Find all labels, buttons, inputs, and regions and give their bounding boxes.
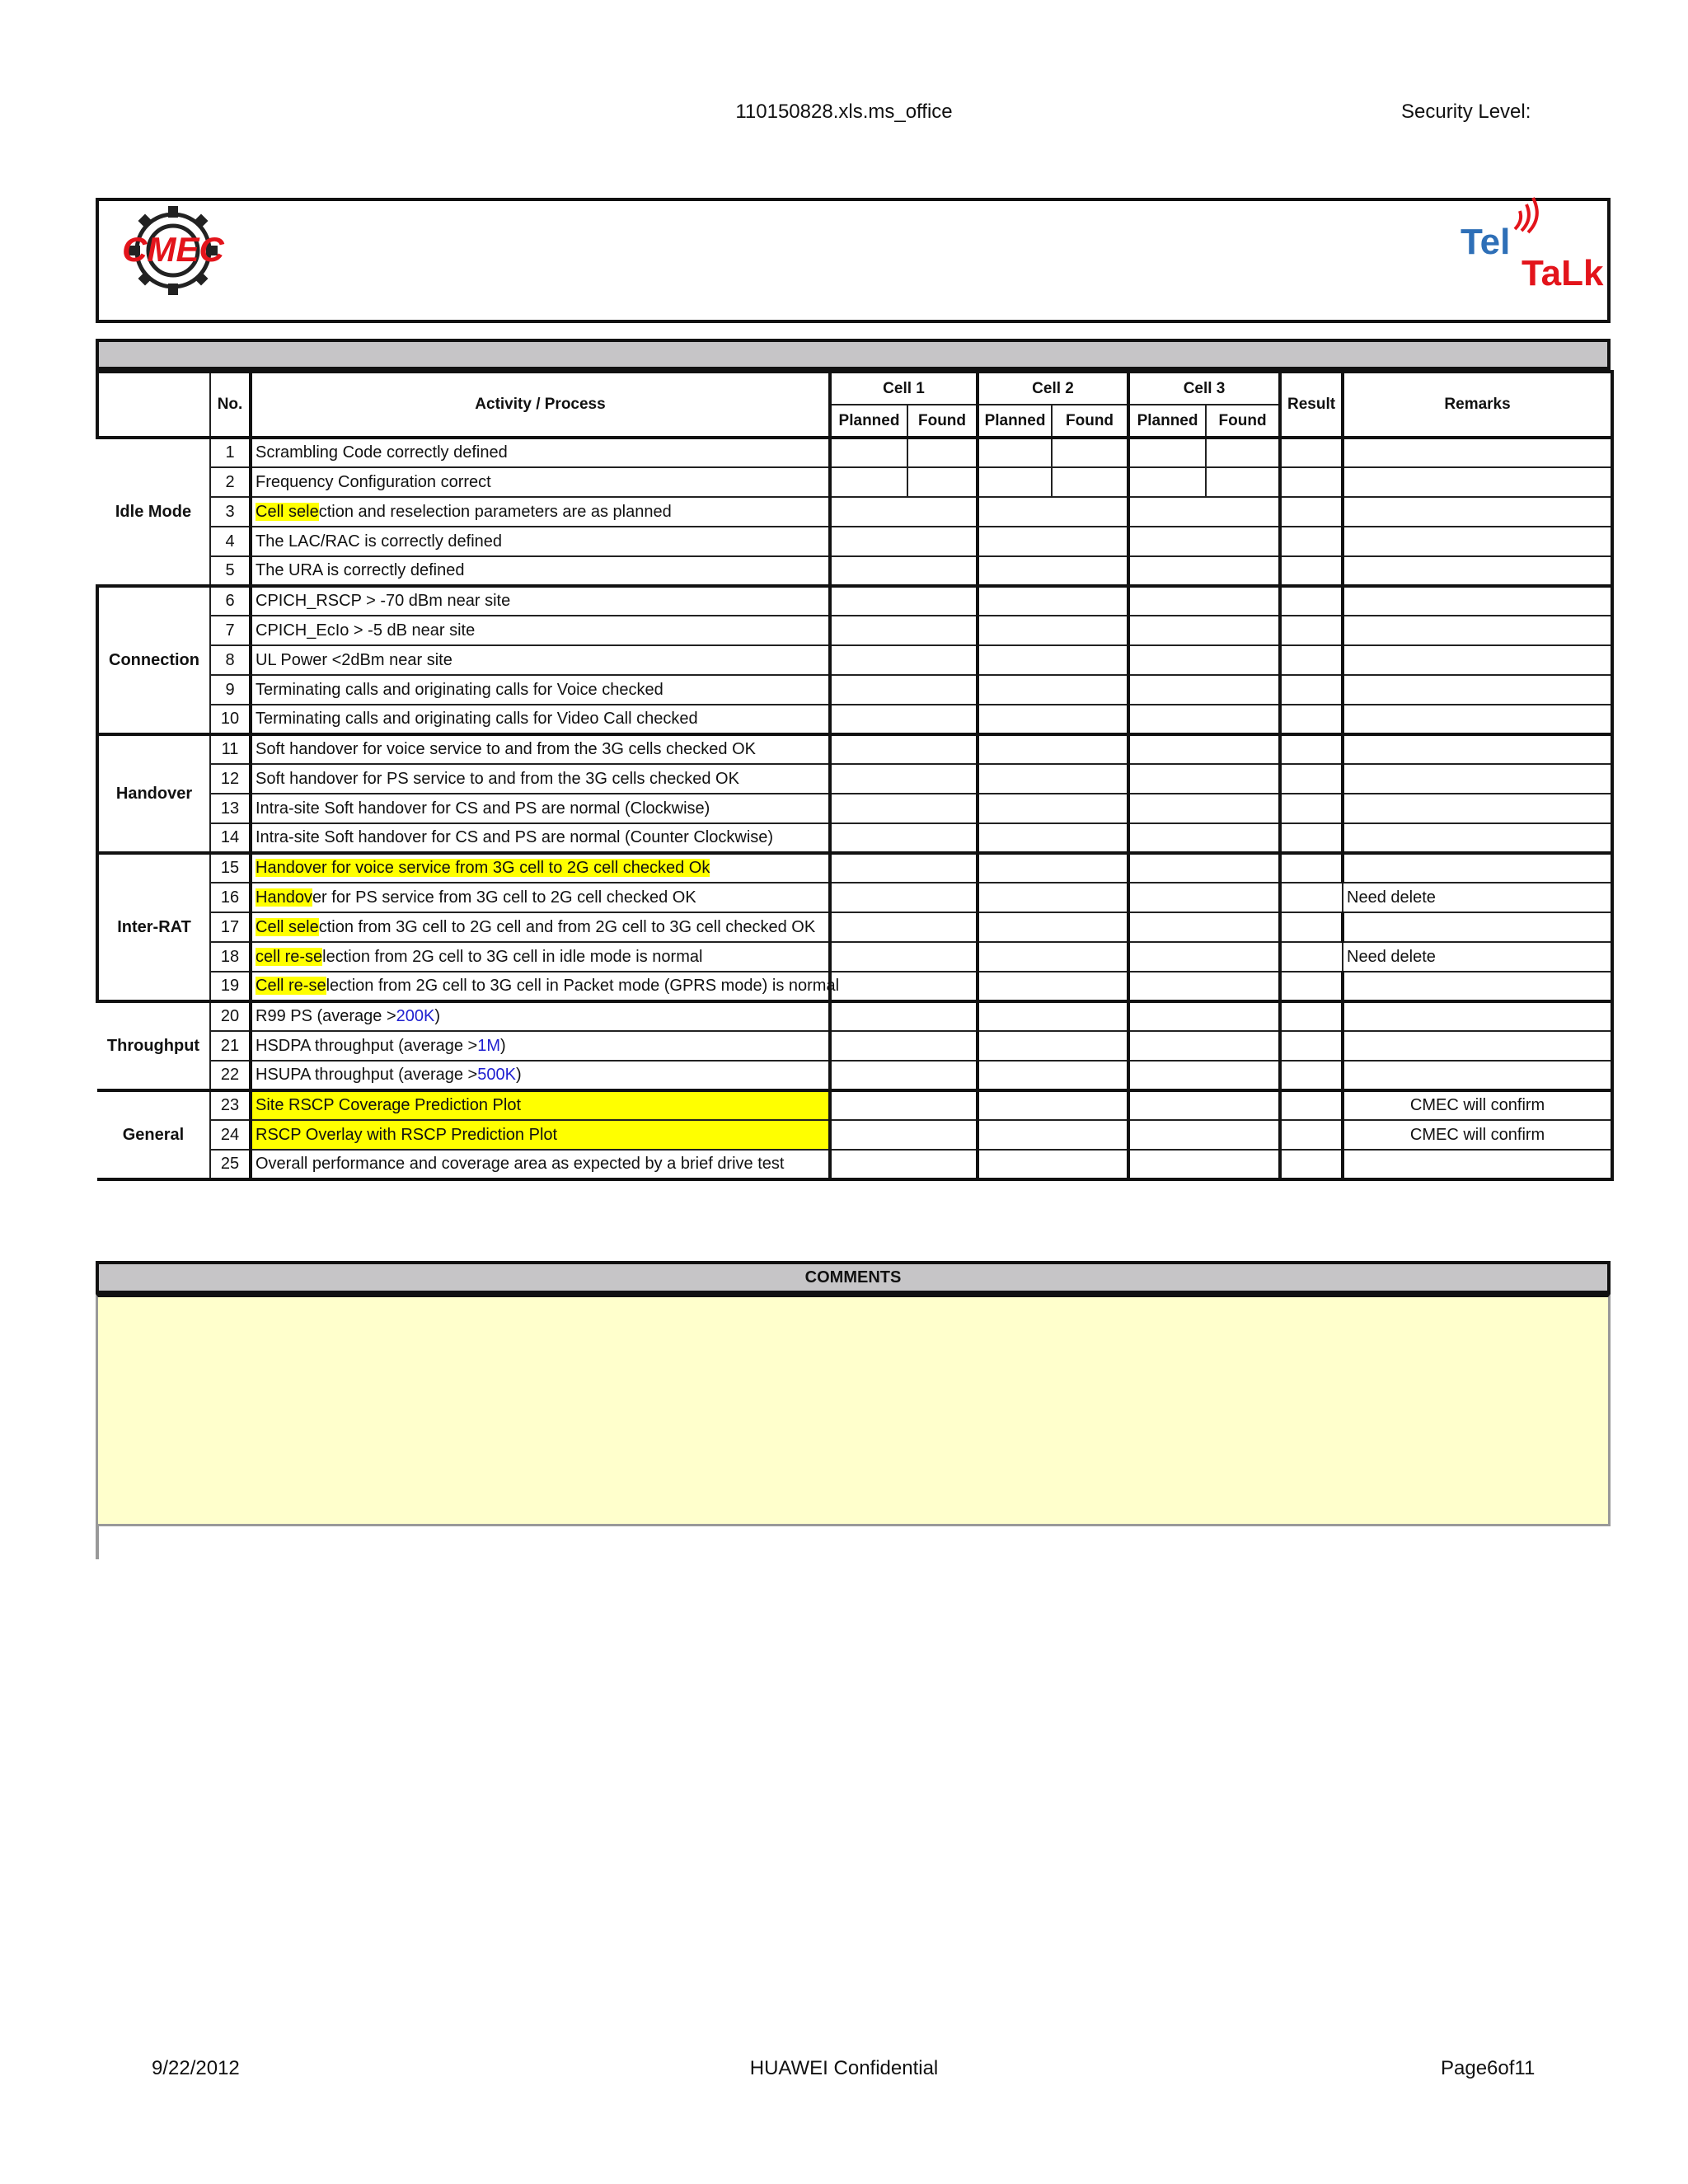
- result-cell[interactable]: [1280, 823, 1343, 853]
- activity-cell: [251, 1061, 830, 1090]
- row-number: 3: [210, 497, 251, 527]
- cell2-value[interactable]: [978, 912, 1128, 942]
- result-cell[interactable]: [1280, 616, 1343, 645]
- cell2-value[interactable]: [978, 794, 1128, 823]
- activity-cell: [251, 823, 830, 853]
- activity-cell: [251, 764, 830, 794]
- comments-divider: [96, 1526, 99, 1559]
- remarks-cell[interactable]: [1343, 1061, 1612, 1090]
- activity-value: 200K: [396, 1007, 435, 1025]
- activity-text: lection from 2G cell to 3G cell in Packet mode (GPRS mode) is normal: [326, 977, 840, 995]
- row-number: 20: [210, 1001, 251, 1031]
- group-header: [97, 372, 210, 438]
- tel-text: Tel: [1461, 222, 1511, 262]
- security-level-label: Security Level:: [1401, 101, 1531, 123]
- cell3-value[interactable]: [1128, 645, 1280, 675]
- table-row: [97, 467, 1612, 497]
- group-label: Idle Mode: [97, 438, 210, 586]
- footer-date: 9/22/2012: [152, 2057, 240, 2079]
- checklist-table: [96, 370, 1614, 1181]
- cell2-value[interactable]: [978, 1150, 1128, 1179]
- result-cell[interactable]: [1280, 438, 1343, 467]
- row-number: 1: [210, 438, 251, 467]
- activity-text: ction from 3G cell to 2G cell and from 2G cell to 3G cell checked OK: [318, 917, 816, 936]
- activity-highlight: cell re-se: [256, 947, 323, 966]
- activity-text: HSDPA throughput (average >: [256, 1036, 478, 1055]
- cell3-value[interactable]: [1128, 912, 1280, 942]
- result-cell[interactable]: [1280, 1031, 1343, 1061]
- col-cell3-planned: Planned: [1128, 405, 1206, 438]
- remarks-cell[interactable]: [1343, 912, 1612, 942]
- remarks-cell[interactable]: [1343, 497, 1612, 527]
- remarks-cell[interactable]: [1343, 734, 1612, 764]
- remarks-cell[interactable]: [1343, 1120, 1612, 1150]
- row-number: 9: [210, 675, 251, 705]
- row-number: 18: [210, 942, 251, 972]
- activity-highlight: Cell sele: [256, 917, 319, 936]
- cell1-value[interactable]: [830, 883, 978, 912]
- activity-text: Soft handover for PS service to and from the 3G cells checked OK: [256, 769, 739, 788]
- activity-text: The LAC/RAC is correctly defined: [256, 532, 503, 551]
- cell1-value[interactable]: [830, 942, 978, 972]
- table-row: [97, 853, 1612, 883]
- title-band: [96, 339, 1611, 370]
- table-row: [97, 1061, 1612, 1090]
- cmec-logo-text: CMEC: [122, 230, 224, 269]
- cell3-value[interactable]: [1128, 1031, 1280, 1061]
- remarks-cell[interactable]: [1343, 972, 1612, 1001]
- activity-cell: [251, 853, 830, 883]
- remarks-cell[interactable]: [1343, 883, 1612, 912]
- row-number: 8: [210, 645, 251, 675]
- row-number: 25: [210, 1150, 251, 1179]
- cell3-planned-value[interactable]: [1128, 438, 1206, 467]
- activity-cell: [251, 438, 830, 467]
- remarks-cell[interactable]: [1343, 1001, 1612, 1031]
- col-result: Result: [1280, 372, 1343, 438]
- result-cell[interactable]: [1280, 883, 1343, 912]
- file-name: 110150828.xls.ms_office: [735, 101, 953, 123]
- remark-text: Need delete: [1347, 888, 1436, 907]
- cell2-value[interactable]: [978, 586, 1128, 616]
- activity-cell: [251, 497, 830, 527]
- row-number: 4: [210, 527, 251, 556]
- remarks-cell[interactable]: [1343, 586, 1612, 616]
- comments-header: COMMENTS: [96, 1261, 1611, 1294]
- cell1-value[interactable]: [830, 1150, 978, 1179]
- activity-cell: [251, 942, 830, 972]
- activity-highlight: Cell re-se: [256, 977, 326, 995]
- remarks-cell[interactable]: [1343, 1090, 1612, 1120]
- cell1-value[interactable]: [830, 586, 978, 616]
- table-body: [97, 438, 1612, 1179]
- table-row: [97, 616, 1612, 645]
- activity-cell: [251, 705, 830, 734]
- cell3-value[interactable]: [1128, 972, 1280, 1001]
- activity-text: Terminating calls and originating calls for Video Call checked: [256, 710, 698, 728]
- cell2-value[interactable]: [978, 616, 1128, 645]
- table-row: [97, 823, 1612, 853]
- activity-cell: [251, 972, 840, 1001]
- remarks-cell[interactable]: [1343, 1031, 1612, 1061]
- remarks-cell[interactable]: [1343, 853, 1612, 883]
- result-cell[interactable]: [1280, 556, 1343, 586]
- cell3-value[interactable]: [1128, 883, 1280, 912]
- table-row: [97, 438, 1612, 467]
- cell3-value[interactable]: [1128, 1150, 1280, 1179]
- group-label: Handover: [97, 734, 210, 853]
- remarks-cell[interactable]: [1343, 616, 1612, 645]
- col-cell3-found: Found: [1206, 405, 1280, 438]
- cell2-value[interactable]: [978, 972, 1128, 1001]
- activity-highlight: Handover for voice service from 3G cell to 2G cell checked Ok: [256, 859, 710, 877]
- remarks-cell[interactable]: [1343, 527, 1612, 556]
- remarks-cell[interactable]: [1343, 823, 1612, 853]
- cell2-value[interactable]: [978, 853, 1128, 883]
- activity-value: 500K: [477, 1066, 516, 1084]
- table-row: [97, 645, 1612, 675]
- activity-cell: [251, 794, 830, 823]
- cell3-planned-value[interactable]: [1128, 467, 1206, 497]
- col-cell1: Cell 1: [830, 372, 978, 405]
- col-cell2-planned: Planned: [978, 405, 1052, 438]
- cell2-found-value[interactable]: [1052, 467, 1128, 497]
- cell1-value[interactable]: [830, 734, 978, 764]
- row-number: 11: [210, 734, 251, 764]
- row-number: 23: [210, 1090, 251, 1120]
- activity-text: UL Power <2dBm near site: [256, 650, 452, 669]
- result-cell[interactable]: [1280, 972, 1343, 1001]
- table-row: [97, 1031, 1612, 1061]
- col-cell3: Cell 3: [1128, 372, 1280, 405]
- activity-cell: [251, 1150, 830, 1179]
- result-cell[interactable]: [1280, 675, 1343, 705]
- remarks-cell[interactable]: [1343, 705, 1612, 734]
- table-row: [97, 497, 1612, 527]
- table-row: [97, 734, 1612, 764]
- cell3-value[interactable]: [1128, 497, 1280, 527]
- result-cell[interactable]: [1280, 794, 1343, 823]
- result-cell[interactable]: [1280, 734, 1343, 764]
- result-cell[interactable]: [1280, 1001, 1343, 1031]
- result-cell[interactable]: [1280, 912, 1343, 942]
- activity-text: R99 PS (average >: [256, 1007, 396, 1025]
- row-number: 14: [210, 823, 251, 853]
- activity-text: RSCP Overlay with RSCP Prediction Plot: [256, 1125, 558, 1144]
- activity-text: ction and reselection parameters are as planned: [318, 502, 672, 521]
- cell2-value[interactable]: [978, 764, 1128, 794]
- cell3-value[interactable]: [1128, 1090, 1280, 1120]
- teletalk-logo: [1457, 196, 1604, 295]
- activity-cell: [251, 645, 830, 675]
- cell2-value[interactable]: [978, 556, 1128, 586]
- table-row: [97, 764, 1612, 794]
- row-number: 7: [210, 616, 251, 645]
- cell1-value[interactable]: [830, 764, 978, 794]
- cell3-value[interactable]: [1128, 734, 1280, 764]
- group-label: Throughput: [97, 1001, 210, 1090]
- cell2-value[interactable]: [978, 734, 1128, 764]
- cell1-value[interactable]: [830, 1031, 978, 1061]
- result-cell[interactable]: [1280, 467, 1343, 497]
- cell1-value[interactable]: [830, 853, 978, 883]
- cell3-value[interactable]: [1128, 1061, 1280, 1090]
- cell3-value[interactable]: [1128, 705, 1280, 734]
- result-cell[interactable]: [1280, 1120, 1343, 1150]
- table-row: [97, 1001, 1612, 1031]
- cell1-value[interactable]: [830, 972, 978, 1001]
- cell3-value[interactable]: [1128, 942, 1280, 972]
- cell2-value[interactable]: [978, 645, 1128, 675]
- col-cell1-found: Found: [907, 405, 978, 438]
- result-cell[interactable]: [1280, 764, 1343, 794]
- cell2-value[interactable]: [978, 497, 1128, 527]
- cell1-value[interactable]: [830, 497, 978, 527]
- row-number: 17: [210, 912, 251, 942]
- remark-text: CMEC will confirm: [1409, 1125, 1545, 1144]
- cell1-value[interactable]: [830, 675, 978, 705]
- activity-text: Intra-site Soft handover for CS and PS are normal (Clockwise): [256, 799, 710, 818]
- activity-text: CPICH_RSCP > -70 dBm near site: [256, 592, 511, 610]
- cell2-value[interactable]: [978, 883, 1128, 912]
- row-number: 10: [210, 705, 251, 734]
- cell1-value[interactable]: [830, 794, 978, 823]
- remarks-cell[interactable]: [1343, 675, 1612, 705]
- result-cell[interactable]: [1280, 942, 1343, 972]
- activity-cell: [251, 734, 830, 764]
- activity-text: Intra-site Soft handover for CS and PS are normal (Counter Clockwise): [256, 828, 774, 846]
- cell3-value[interactable]: [1128, 1120, 1280, 1150]
- table-row: [97, 794, 1612, 823]
- row-number: 19: [210, 972, 251, 1001]
- group-label: Inter-RAT: [97, 853, 210, 1001]
- comments-box[interactable]: [96, 1294, 1611, 1526]
- cell2-value[interactable]: [978, 527, 1128, 556]
- cell2-value[interactable]: [978, 1120, 1128, 1150]
- cell2-found-value[interactable]: [1052, 438, 1128, 467]
- remarks-cell[interactable]: [1343, 438, 1612, 467]
- result-cell[interactable]: [1280, 497, 1343, 527]
- result-cell[interactable]: [1280, 586, 1343, 616]
- result-cell[interactable]: [1280, 1090, 1343, 1120]
- col-remarks: Remarks: [1343, 372, 1612, 438]
- cell1-planned-value[interactable]: [830, 438, 907, 467]
- activity-cell: [251, 1031, 830, 1061]
- table-row: [97, 556, 1612, 586]
- remark-text: Need delete: [1347, 947, 1436, 966]
- row-number: 24: [210, 1120, 251, 1150]
- remarks-cell[interactable]: [1343, 556, 1612, 586]
- row-number: 12: [210, 764, 251, 794]
- cell1-value[interactable]: [830, 1120, 978, 1150]
- activity-cell: [251, 527, 830, 556]
- result-cell[interactable]: [1280, 705, 1343, 734]
- talk-text: TaLk: [1522, 253, 1604, 293]
- activity-cell: [251, 1120, 830, 1150]
- remarks-cell[interactable]: [1343, 645, 1612, 675]
- cell3-value[interactable]: [1128, 853, 1280, 883]
- cell3-value[interactable]: [1128, 527, 1280, 556]
- cell3-value[interactable]: [1128, 794, 1280, 823]
- cell3-value[interactable]: [1128, 616, 1280, 645]
- cmec-logo: [115, 191, 231, 307]
- result-cell[interactable]: [1280, 527, 1343, 556]
- activity-text: Overall performance and coverage area as expected by a brief drive test: [256, 1155, 785, 1173]
- cell1-value[interactable]: [830, 1061, 978, 1090]
- activity-cell: [251, 467, 830, 497]
- activity-cell: [251, 616, 830, 645]
- remark-text: CMEC will confirm: [1409, 1096, 1545, 1114]
- table-row: [97, 1150, 1612, 1179]
- cell2-value[interactable]: [978, 1031, 1128, 1061]
- cell1-value[interactable]: [830, 645, 978, 675]
- cell2-value[interactable]: [978, 1001, 1128, 1031]
- activity-text: Frequency Configuration correct: [256, 472, 491, 491]
- cell1-value[interactable]: [830, 1090, 978, 1120]
- col-cell1-planned: Planned: [830, 405, 907, 438]
- cell2-value[interactable]: [978, 942, 1128, 972]
- table-row: [97, 1120, 1612, 1150]
- remarks-cell[interactable]: [1343, 467, 1612, 497]
- group-label: Connection: [97, 586, 210, 734]
- result-cell[interactable]: [1280, 1150, 1343, 1179]
- table-row: [97, 972, 1612, 1001]
- result-cell[interactable]: [1280, 853, 1343, 883]
- table-row: [97, 912, 1612, 942]
- activity-cell: [251, 586, 830, 616]
- cell1-planned-value[interactable]: [830, 467, 907, 497]
- row-number: 6: [210, 586, 251, 616]
- activity-cell: [251, 1001, 830, 1031]
- table-row: [97, 586, 1612, 616]
- row-number: 15: [210, 853, 251, 883]
- activity-text: The URA is correctly defined: [256, 561, 465, 579]
- remarks-cell[interactable]: [1343, 794, 1612, 823]
- activity-highlight: Handov: [256, 888, 312, 907]
- table-row: [97, 1090, 1612, 1120]
- group-label: General: [97, 1090, 210, 1179]
- activity-cell: [251, 675, 830, 705]
- result-cell[interactable]: [1280, 645, 1343, 675]
- col-activity: Activity / Process: [251, 372, 830, 438]
- activity-text: Site RSCP Coverage Prediction Plot: [256, 1096, 522, 1114]
- cell1-value[interactable]: [830, 527, 978, 556]
- col-cell2: Cell 2: [978, 372, 1128, 405]
- activity-text: Scrambling Code correctly defined: [256, 443, 508, 462]
- row-number: 21: [210, 1031, 251, 1061]
- cell3-value[interactable]: [1128, 823, 1280, 853]
- row-number: 5: [210, 556, 251, 586]
- cell3-value[interactable]: [1128, 556, 1280, 586]
- cell1-found-value[interactable]: [907, 438, 978, 467]
- cell2-value[interactable]: [978, 705, 1128, 734]
- table-row: [97, 675, 1612, 705]
- col-cell2-found: Found: [1052, 405, 1128, 438]
- result-cell[interactable]: [1280, 1061, 1343, 1090]
- cell1-value[interactable]: [830, 1001, 978, 1031]
- activity-text: Terminating calls and originating calls for Voice checked: [256, 680, 663, 699]
- footer-confidential: HUAWEI Confidential: [749, 2057, 939, 2079]
- cell2-planned-value[interactable]: [978, 467, 1052, 497]
- cell1-value[interactable]: [830, 823, 978, 853]
- cell3-value[interactable]: [1128, 764, 1280, 794]
- remarks-cell[interactable]: [1343, 1150, 1612, 1179]
- cell1-found-value[interactable]: [907, 467, 978, 497]
- activity-text: HSUPA throughput (average >: [256, 1066, 478, 1084]
- table-row: [97, 705, 1612, 734]
- activity-text: er for PS service from 3G cell to 2G cell checked OK: [312, 888, 696, 907]
- activity-cell: [251, 912, 830, 942]
- activity-cell: [251, 556, 830, 586]
- table-row: [97, 883, 1612, 912]
- remarks-cell[interactable]: [1343, 764, 1612, 794]
- activity-highlight: Cell sele: [256, 502, 319, 521]
- activity-cell: [251, 883, 830, 912]
- cell1-value[interactable]: [830, 556, 978, 586]
- cell1-value[interactable]: [830, 705, 978, 734]
- col-no: No.: [210, 372, 251, 438]
- cell3-found-value[interactable]: [1206, 438, 1280, 467]
- activity-suffix: ): [434, 1007, 441, 1025]
- activity-text: lection from 2G cell to 3G cell in idle mode is normal: [322, 947, 703, 966]
- table-row: [97, 942, 1612, 972]
- row-number: 16: [210, 883, 251, 912]
- cell1-value[interactable]: [830, 912, 978, 942]
- activity-suffix: ): [500, 1036, 506, 1055]
- table-row: [97, 527, 1612, 556]
- cell2-value[interactable]: [978, 1090, 1128, 1120]
- cell1-value[interactable]: [830, 616, 978, 645]
- row-number: 22: [210, 1061, 251, 1090]
- cell2-value[interactable]: [978, 1061, 1128, 1090]
- row-number: 13: [210, 794, 251, 823]
- cell2-value[interactable]: [978, 823, 1128, 853]
- activity-text: Soft handover for voice service to and from the 3G cells checked OK: [256, 740, 756, 758]
- cell2-value[interactable]: [978, 675, 1128, 705]
- activity-suffix: ): [515, 1066, 522, 1084]
- cell3-value[interactable]: [1128, 1001, 1280, 1031]
- row-number: 2: [210, 467, 251, 497]
- remarks-cell[interactable]: [1343, 942, 1612, 972]
- footer-page: Page6of11: [1441, 2057, 1536, 2079]
- activity-text: CPICH_EcIo > -5 dB near site: [256, 621, 476, 640]
- cell3-value[interactable]: [1128, 675, 1280, 705]
- logo-banner: [96, 198, 1611, 323]
- cell3-value[interactable]: [1128, 586, 1280, 616]
- activity-cell: [251, 1090, 830, 1120]
- cell3-found-value[interactable]: [1206, 467, 1280, 497]
- cell2-planned-value[interactable]: [978, 438, 1052, 467]
- activity-value: 1M: [477, 1036, 501, 1055]
